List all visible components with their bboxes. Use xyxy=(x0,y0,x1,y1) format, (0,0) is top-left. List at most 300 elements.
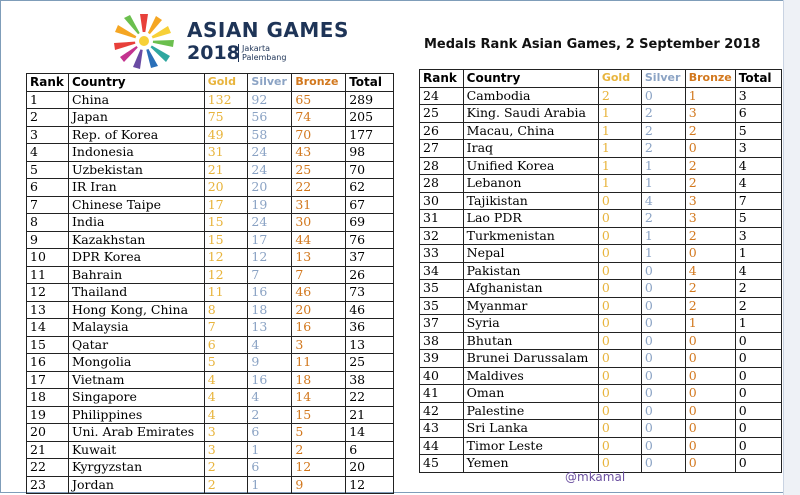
silver-cell: 0 xyxy=(641,385,685,403)
silver-cell: 24 xyxy=(248,144,292,162)
silver-cell: 0 xyxy=(641,455,685,473)
total-cell: 21 xyxy=(346,406,394,424)
total-cell: 0 xyxy=(735,455,781,473)
total-cell: 5 xyxy=(735,122,781,140)
gold-cell: 0 xyxy=(598,455,641,473)
total-cell: 37 xyxy=(346,249,394,267)
gold-cell: 0 xyxy=(598,210,641,228)
bronze-cell: 1 xyxy=(685,315,735,333)
bronze-cell: 46 xyxy=(292,284,346,302)
table-row xyxy=(27,144,394,162)
silver-cell: 1 xyxy=(248,441,292,459)
rank-cell: 31 xyxy=(420,210,464,228)
country-cell: Lebanon xyxy=(463,175,598,193)
bronze-cell: 2 xyxy=(685,157,735,175)
total-cell: 26 xyxy=(346,266,394,284)
table-row xyxy=(420,157,782,175)
bronze-cell: 7 xyxy=(292,266,346,284)
gold-cell: 1 xyxy=(598,140,641,158)
gold-cell: 75 xyxy=(204,109,248,127)
total-cell: 4 xyxy=(735,157,781,175)
bronze-cell: 0 xyxy=(685,402,735,420)
table-row xyxy=(27,231,394,249)
header-rank: Rank xyxy=(420,70,464,88)
total-cell: 2 xyxy=(735,297,781,315)
header-rank: Rank xyxy=(27,74,69,92)
table-row xyxy=(27,406,394,424)
gold-cell: 0 xyxy=(598,385,641,403)
country-cell: Kyrgyzstan xyxy=(68,459,204,477)
gold-cell: 6 xyxy=(204,336,248,354)
header-bronze: Bronze xyxy=(292,74,346,92)
country-cell: Turkmenistan xyxy=(463,227,598,245)
total-cell: 36 xyxy=(346,319,394,337)
bronze-cell: 74 xyxy=(292,109,346,127)
bronze-cell: 3 xyxy=(685,105,735,123)
bronze-cell: 2 xyxy=(685,227,735,245)
silver-cell: 2 xyxy=(248,406,292,424)
gold-cell: 8 xyxy=(204,301,248,319)
rank-cell: 10 xyxy=(27,249,69,267)
table-row xyxy=(420,297,782,315)
bronze-cell: 15 xyxy=(292,406,346,424)
gold-cell: 11 xyxy=(204,284,248,302)
silver-cell: 19 xyxy=(248,196,292,214)
total-cell: 0 xyxy=(735,420,781,438)
rank-cell: 4 xyxy=(27,144,69,162)
bronze-cell: 3 xyxy=(685,192,735,210)
country-cell: Nepal xyxy=(463,245,598,263)
table-row xyxy=(420,420,782,438)
country-cell: Bahrain xyxy=(68,266,204,284)
bronze-cell: 1 xyxy=(685,87,735,105)
rank-cell: 41 xyxy=(420,385,464,403)
table-row xyxy=(420,175,782,193)
bronze-cell: 2 xyxy=(685,175,735,193)
table-row xyxy=(27,441,394,459)
total-cell: 6 xyxy=(346,441,394,459)
table-row xyxy=(420,437,782,455)
table-row xyxy=(27,161,394,179)
country-cell: Singapore xyxy=(68,389,204,407)
rank-cell: 23 xyxy=(27,476,69,494)
total-cell: 14 xyxy=(346,424,394,442)
rank-cell: 35 xyxy=(420,297,464,315)
bronze-cell: 43 xyxy=(292,144,346,162)
bronze-cell: 0 xyxy=(685,350,735,368)
logo-city-2: Palembang xyxy=(242,53,287,62)
country-cell: Yemen xyxy=(463,455,598,473)
country-cell: Japan xyxy=(68,109,204,127)
country-cell: Lao PDR xyxy=(463,210,598,228)
total-cell: 2 xyxy=(735,280,781,298)
rank-cell: 7 xyxy=(27,196,69,214)
rank-cell: 12 xyxy=(27,284,69,302)
bronze-cell: 22 xyxy=(292,179,346,197)
bronze-cell: 0 xyxy=(685,420,735,438)
rank-cell: 16 xyxy=(27,354,69,372)
bronze-cell: 12 xyxy=(292,459,346,477)
rank-cell: 18 xyxy=(27,389,69,407)
country-cell: King. Saudi Arabia xyxy=(463,105,598,123)
country-cell: Unified Korea xyxy=(463,157,598,175)
total-cell: 13 xyxy=(346,336,394,354)
bronze-cell: 13 xyxy=(292,249,346,267)
gold-cell: 3 xyxy=(204,424,248,442)
country-cell: Malaysia xyxy=(68,319,204,337)
silver-cell: 92 xyxy=(248,91,292,109)
gold-cell: 2 xyxy=(204,476,248,494)
silver-cell: 12 xyxy=(248,249,292,267)
total-cell: 4 xyxy=(735,262,781,280)
gold-cell: 12 xyxy=(204,266,248,284)
logo-year: 2018 xyxy=(187,42,240,64)
rank-cell: 30 xyxy=(420,192,464,210)
total-cell: 289 xyxy=(346,91,394,109)
table-row xyxy=(420,140,782,158)
rank-cell: 28 xyxy=(420,157,464,175)
gold-cell: 0 xyxy=(598,227,641,245)
silver-cell: 1 xyxy=(641,245,685,263)
silver-cell: 0 xyxy=(641,402,685,420)
medal-table-left xyxy=(26,73,394,494)
total-cell: 5 xyxy=(735,210,781,228)
silver-cell: 18 xyxy=(248,301,292,319)
country-cell: Chinese Taipe xyxy=(68,196,204,214)
country-cell: Uzbekistan xyxy=(68,161,204,179)
bronze-cell: 30 xyxy=(292,214,346,232)
logo-cities xyxy=(238,44,286,62)
rank-cell: 24 xyxy=(420,87,464,105)
country-cell: Indonesia xyxy=(68,144,204,162)
total-cell: 1 xyxy=(735,245,781,263)
header-total: Total xyxy=(346,74,394,92)
silver-cell: 0 xyxy=(641,262,685,280)
silver-cell: 0 xyxy=(641,367,685,385)
country-cell: DPR Korea xyxy=(68,249,204,267)
table-row xyxy=(27,389,394,407)
total-cell: 3 xyxy=(735,87,781,105)
silver-cell: 0 xyxy=(641,297,685,315)
total-cell: 3 xyxy=(735,227,781,245)
table-row xyxy=(420,315,782,333)
bronze-cell: 0 xyxy=(685,245,735,263)
gold-cell: 1 xyxy=(598,122,641,140)
bronze-cell: 31 xyxy=(292,196,346,214)
table-row xyxy=(27,284,394,302)
country-cell: Bhutan xyxy=(463,332,598,350)
rank-cell: 42 xyxy=(420,402,464,420)
silver-cell: 2 xyxy=(641,122,685,140)
rank-cell: 39 xyxy=(420,350,464,368)
gold-cell: 0 xyxy=(598,280,641,298)
gold-cell: 4 xyxy=(204,371,248,389)
asian-games-emblem-icon xyxy=(112,12,176,70)
silver-cell: 9 xyxy=(248,354,292,372)
medal-table-right xyxy=(419,69,782,473)
bronze-cell: 14 xyxy=(292,389,346,407)
rank-cell: 22 xyxy=(27,459,69,477)
gold-cell: 0 xyxy=(598,420,641,438)
country-cell: Afghanistan xyxy=(463,280,598,298)
rank-cell: 11 xyxy=(27,266,69,284)
bronze-cell: 65 xyxy=(292,91,346,109)
country-cell: Kazakhstan xyxy=(68,231,204,249)
gold-cell: 15 xyxy=(204,231,248,249)
silver-cell: 4 xyxy=(248,389,292,407)
gold-cell: 1 xyxy=(598,175,641,193)
rank-cell: 19 xyxy=(27,406,69,424)
rank-cell: 25 xyxy=(420,105,464,123)
author-credit: @mkamal xyxy=(565,470,626,484)
gold-cell: 0 xyxy=(598,332,641,350)
table-row xyxy=(27,424,394,442)
rank-cell: 45 xyxy=(420,455,464,473)
silver-cell: 6 xyxy=(248,424,292,442)
gold-cell: 1 xyxy=(598,105,641,123)
gold-cell: 0 xyxy=(598,315,641,333)
total-cell: 0 xyxy=(735,332,781,350)
silver-cell: 0 xyxy=(641,280,685,298)
gold-cell: 17 xyxy=(204,196,248,214)
gold-cell: 0 xyxy=(598,402,641,420)
country-cell: Qatar xyxy=(68,336,204,354)
rank-cell: 38 xyxy=(420,332,464,350)
gold-cell: 2 xyxy=(598,87,641,105)
table-row xyxy=(27,126,394,144)
rank-cell: 2 xyxy=(27,109,69,127)
country-cell: Sri Lanka xyxy=(463,420,598,438)
silver-cell: 0 xyxy=(641,420,685,438)
gold-cell: 0 xyxy=(598,245,641,263)
silver-cell: 24 xyxy=(248,161,292,179)
country-cell: Vietnam xyxy=(68,371,204,389)
gold-cell: 7 xyxy=(204,319,248,337)
total-cell: 3 xyxy=(735,140,781,158)
bronze-cell: 44 xyxy=(292,231,346,249)
table-row xyxy=(420,227,782,245)
table-row xyxy=(420,245,782,263)
country-cell: Uni. Arab Emirates xyxy=(68,424,204,442)
rank-cell: 33 xyxy=(420,245,464,263)
silver-cell: 1 xyxy=(641,175,685,193)
gold-cell: 4 xyxy=(204,406,248,424)
country-cell: Tajikistan xyxy=(463,192,598,210)
header-gold: Gold xyxy=(204,74,248,92)
silver-cell: 7 xyxy=(248,266,292,284)
rank-cell: 44 xyxy=(420,437,464,455)
gold-cell: 0 xyxy=(598,350,641,368)
table-row xyxy=(27,179,394,197)
rank-cell: 3 xyxy=(27,126,69,144)
rank-cell: 14 xyxy=(27,319,69,337)
silver-cell: 0 xyxy=(641,350,685,368)
total-cell: 205 xyxy=(346,109,394,127)
country-cell: Pakistan xyxy=(463,262,598,280)
country-cell: Kuwait xyxy=(68,441,204,459)
country-cell: Palestine xyxy=(463,402,598,420)
table-row xyxy=(27,196,394,214)
gold-cell: 5 xyxy=(204,354,248,372)
table-row xyxy=(420,105,782,123)
gold-cell: 0 xyxy=(598,262,641,280)
silver-cell: 4 xyxy=(248,336,292,354)
total-cell: 62 xyxy=(346,179,394,197)
rank-cell: 9 xyxy=(27,231,69,249)
bronze-cell: 5 xyxy=(292,424,346,442)
bronze-cell: 0 xyxy=(685,332,735,350)
total-cell: 98 xyxy=(346,144,394,162)
silver-cell: 13 xyxy=(248,319,292,337)
silver-cell: 6 xyxy=(248,459,292,477)
rank-cell: 28 xyxy=(420,175,464,193)
rank-cell: 15 xyxy=(27,336,69,354)
total-cell: 70 xyxy=(346,161,394,179)
header-silver: Silver xyxy=(248,74,292,92)
total-cell: 73 xyxy=(346,284,394,302)
rank-cell: 26 xyxy=(420,122,464,140)
total-cell: 6 xyxy=(735,105,781,123)
silver-cell: 2 xyxy=(641,140,685,158)
table-row xyxy=(420,280,782,298)
total-cell: 4 xyxy=(735,175,781,193)
table-row xyxy=(420,332,782,350)
country-cell: IR Iran xyxy=(68,179,204,197)
gold-cell: 31 xyxy=(204,144,248,162)
bronze-cell: 25 xyxy=(292,161,346,179)
table-row xyxy=(27,301,394,319)
gold-cell: 49 xyxy=(204,126,248,144)
rank-cell: 5 xyxy=(27,161,69,179)
rank-cell: 27 xyxy=(420,140,464,158)
total-cell: 12 xyxy=(346,476,394,494)
rank-cell: 34 xyxy=(420,262,464,280)
asian-games-logo xyxy=(112,12,349,70)
total-cell: 0 xyxy=(735,367,781,385)
country-cell: China xyxy=(68,91,204,109)
total-cell: 0 xyxy=(735,385,781,403)
table-header-row xyxy=(420,70,782,88)
bronze-cell: 9 xyxy=(292,476,346,494)
country-cell: Myanmar xyxy=(463,297,598,315)
table-row xyxy=(27,319,394,337)
table-row xyxy=(27,459,394,477)
silver-cell: 1 xyxy=(641,227,685,245)
rank-cell: 43 xyxy=(420,420,464,438)
rank-cell: 37 xyxy=(420,315,464,333)
rank-cell: 35 xyxy=(420,280,464,298)
gold-cell: 15 xyxy=(204,214,248,232)
logo-title: ASIAN GAMES xyxy=(187,18,349,42)
rank-cell: 32 xyxy=(420,227,464,245)
rank-cell: 21 xyxy=(27,441,69,459)
table-row xyxy=(420,402,782,420)
header-gold: Gold xyxy=(598,70,641,88)
silver-cell: 0 xyxy=(641,87,685,105)
table-row xyxy=(420,122,782,140)
bronze-cell: 2 xyxy=(292,441,346,459)
country-cell: Rep. of Korea xyxy=(68,126,204,144)
silver-cell: 1 xyxy=(641,157,685,175)
table-row xyxy=(420,210,782,228)
silver-cell: 2 xyxy=(641,105,685,123)
table-row xyxy=(420,367,782,385)
bronze-cell: 20 xyxy=(292,301,346,319)
total-cell: 69 xyxy=(346,214,394,232)
country-cell: Mongolia xyxy=(68,354,204,372)
silver-cell: 20 xyxy=(248,179,292,197)
header-bronze: Bronze xyxy=(685,70,735,88)
rank-cell: 40 xyxy=(420,367,464,385)
logo-city-1: Jakarta xyxy=(242,44,270,53)
gold-cell: 2 xyxy=(204,459,248,477)
total-cell: 20 xyxy=(346,459,394,477)
bronze-cell: 0 xyxy=(685,140,735,158)
bronze-cell: 11 xyxy=(292,354,346,372)
table-row xyxy=(27,91,394,109)
country-cell: Cambodia xyxy=(463,87,598,105)
total-cell: 38 xyxy=(346,371,394,389)
bronze-cell: 2 xyxy=(685,297,735,315)
country-cell: Jordan xyxy=(68,476,204,494)
gold-cell: 0 xyxy=(598,297,641,315)
total-cell: 46 xyxy=(346,301,394,319)
table-row xyxy=(420,87,782,105)
silver-cell: 2 xyxy=(641,210,685,228)
table-row xyxy=(27,266,394,284)
silver-cell: 0 xyxy=(641,315,685,333)
gold-cell: 3 xyxy=(204,441,248,459)
bronze-cell: 4 xyxy=(685,262,735,280)
bronze-cell: 3 xyxy=(292,336,346,354)
table-row xyxy=(27,476,394,494)
country-cell: Maldives xyxy=(463,367,598,385)
table-row xyxy=(420,350,782,368)
header-country: Country xyxy=(68,74,204,92)
bronze-cell: 3 xyxy=(685,210,735,228)
table-row xyxy=(27,249,394,267)
total-cell: 0 xyxy=(735,437,781,455)
table-row xyxy=(420,262,782,280)
rank-cell: 13 xyxy=(27,301,69,319)
table-row xyxy=(27,336,394,354)
total-cell: 177 xyxy=(346,126,394,144)
gold-cell: 20 xyxy=(204,179,248,197)
rank-cell: 20 xyxy=(27,424,69,442)
total-cell: 22 xyxy=(346,389,394,407)
table-row xyxy=(27,109,394,127)
gold-cell: 21 xyxy=(204,161,248,179)
total-cell: 67 xyxy=(346,196,394,214)
bronze-cell: 16 xyxy=(292,319,346,337)
bronze-cell: 0 xyxy=(685,367,735,385)
table-row xyxy=(27,214,394,232)
gold-cell: 12 xyxy=(204,249,248,267)
silver-cell: 0 xyxy=(641,437,685,455)
page-title: Medals Rank Asian Games, 2 September 2018 xyxy=(424,37,761,52)
silver-cell: 24 xyxy=(248,214,292,232)
gold-cell: 0 xyxy=(598,367,641,385)
header-total: Total xyxy=(735,70,781,88)
total-cell: 7 xyxy=(735,192,781,210)
rank-cell: 8 xyxy=(27,214,69,232)
country-cell: Macau, China xyxy=(463,122,598,140)
gold-cell: 0 xyxy=(598,437,641,455)
window-edge xyxy=(783,0,800,495)
silver-cell: 1 xyxy=(248,476,292,494)
total-cell: 0 xyxy=(735,402,781,420)
table-row xyxy=(420,385,782,403)
